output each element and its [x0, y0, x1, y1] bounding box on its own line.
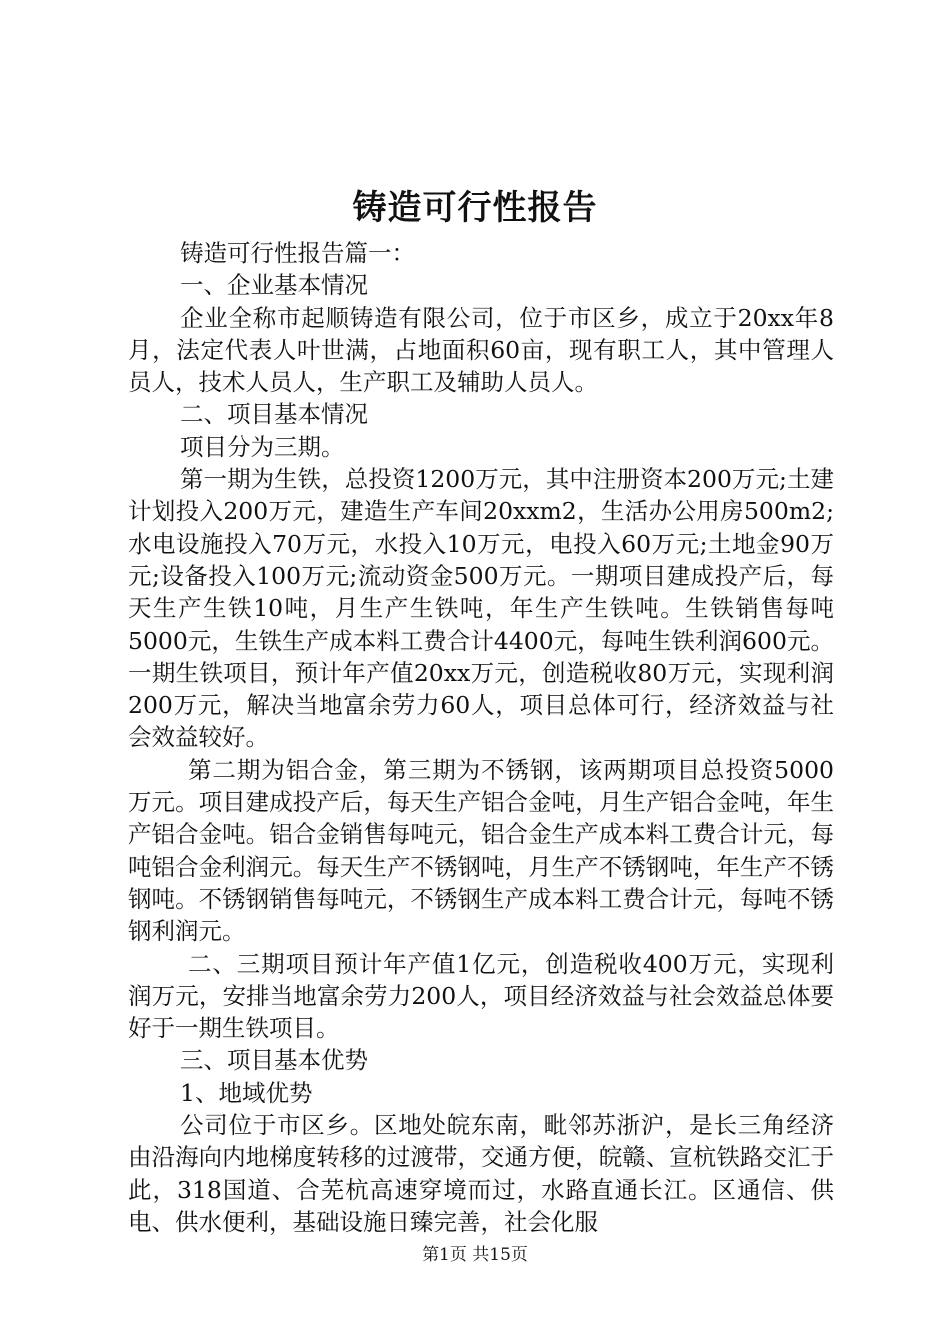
location-paragraph: 公司位于市区乡。区地处皖东南，毗邻苏浙沪，是长三角经济由沿海向内地梯度转移的过渡带，交通方便，皖赣、宣杭铁路交汇于此，318国道、合芜杭高速穿境而过，水路直通长江。区通信、供电、供水便利，基础设施日臻完善，社会化服 — [128, 1111, 834, 1236]
phase-2-3-value-paragraph: 二、三期项目预计年产值1亿元，创造税收400万元，实现利润万元，安排当地富余劳力200人，项目经济效益与社会效益总体要好于一期生铁项目。 — [128, 949, 834, 1043]
document-body — [128, 237, 834, 1238]
document-subtitle: 铸造可行性报告篇一： — [180, 239, 415, 267]
subsection-1-heading: 1、地域优势 — [180, 1078, 313, 1107]
phase-2-3-paragraph: 第二期为铝合金，第三期为不锈钢，该两期项目总投资5000万元。项目建成投产后，每天生产铝合金吨，月生产铝合金吨，年生产铝合金吨。铝合金销售每吨元，铝合金生产成本料工费合计元，每吨铝合金利润元。每天生产不锈钢吨，月生产不锈钢吨，年生产不锈钢吨。不锈钢销售每吨元，不锈钢生产成本料工费合计元，每吨不锈钢利润元。 — [128, 755, 834, 946]
document-title: 铸造可行性报告 — [352, 188, 598, 228]
section-1-heading: 一、企业基本情况 — [180, 271, 368, 300]
section-3-heading: 三、项目基本优势 — [180, 1046, 368, 1075]
section-2-intro: 项目分为三期。 — [180, 432, 345, 461]
section-2-heading: 二、项目基本情况 — [180, 400, 368, 429]
section-1-paragraph: 企业全称市起顺铸造有限公司，位于市区乡，成立于20xx年8月，法定代表人叶世满，占地面积60亩，现有职工人，其中管理人员人，技术人员人，生产职工及辅助人员人。 — [128, 303, 834, 397]
phase-1-paragraph: 第一期为生铁，总投资1200万元，其中注册资本200万元;土建计划投入200万元，建造生产车间20xxm2，生活办公用房500m2;水电设施投入70万元，水投入10万元，电投入60万元;土地金90万元;设备投入100万元;流动资金500万元。一期项目建成投产后，每天生产生铁10吨，月生产生铁吨，年生产生铁吨。生铁销售每吨5000元，生铁生产成本料工费合计4400元，每吨生铁利润600元。一期生铁项目，预计年产值20xx万元，创造税收80万元，实现利润200万元，解决当地富余劳力60人，项目总体可行，经济效益与社会效益较好。 — [128, 465, 834, 752]
page-footer: 第1页 共15页 — [422, 1245, 528, 1265]
